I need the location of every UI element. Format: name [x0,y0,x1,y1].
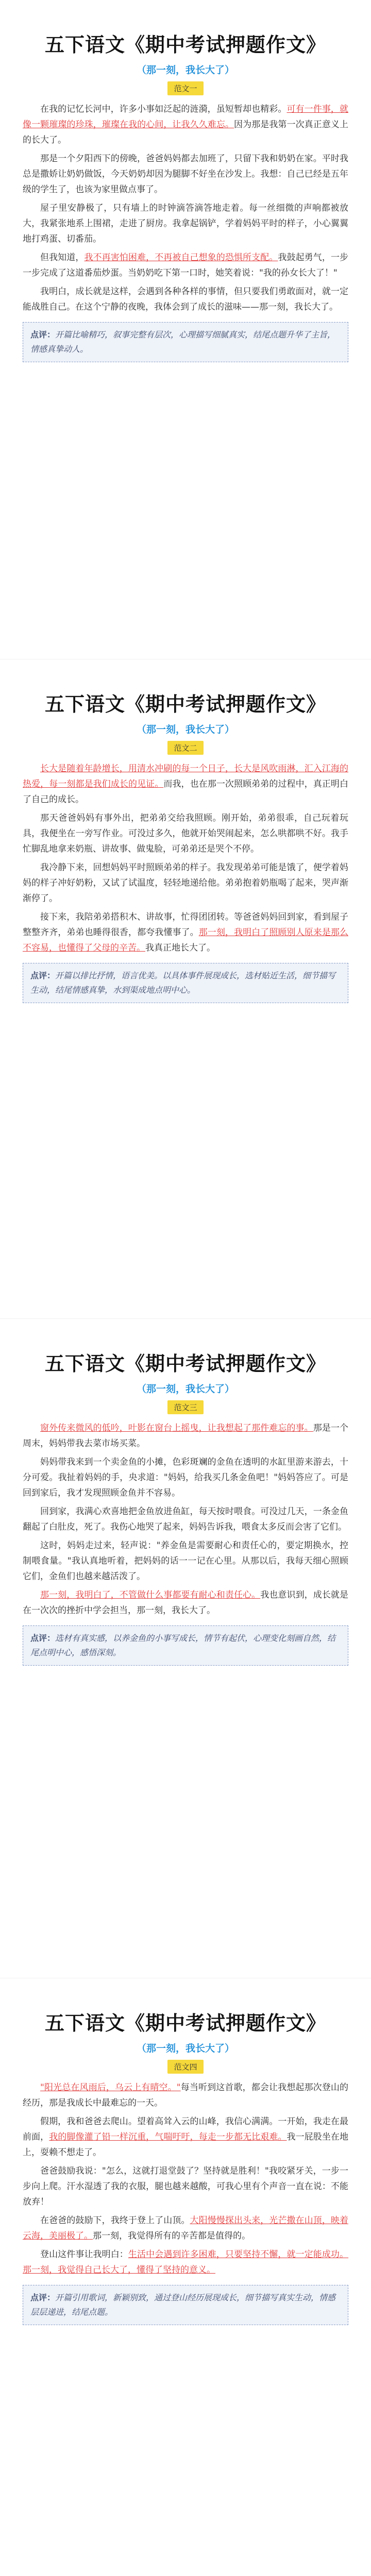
essay-topic: （那一刻，我长大了） [136,724,234,735]
essay-section [0,1978,371,2576]
highlighted-sentence: 窗外传来微风的低吟，叶影在窗台上摇曳，让我想起了那件难忘的事。 [40,1423,313,1433]
essay-section [0,659,371,1319]
paragraph-text: 这时，妈妈走过来，轻声说："养金鱼是需要耐心和责任心的，要定期换水，控制喂食量。" [23,1540,348,1566]
comment-box [23,963,348,1003]
essay-paragraph [23,2080,348,2111]
paragraph-text: 爸爸鼓励我说："怎么，这就打退堂鼓了？坚持就是胜利！"我咬紧牙关，一步一步向上爬。 [23,2166,348,2192]
paragraph-text: 假期，我和爸爸去爬山。望着高耸入云的山峰，我信心满满。一开始，我走在最前面， [23,2116,348,2142]
comment-label: 点评： [30,330,56,340]
essay-paragraph [23,284,348,315]
essay-paragraph [23,200,348,247]
highlighted-sentence: 我的脚像灌了铅一样沉重，气喘吁吁，每走一步都无比艰难。 [49,2132,287,2142]
paragraph-text: 我一屁股坐在地上，耍赖不想走了。 [23,2132,348,2158]
essay-paragraph [23,101,348,148]
essay-paragraph [23,860,348,906]
paragraph-text: 那是一个周末，妈妈带我去菜市场买菜。 [23,1423,348,1449]
essay-paragraph [23,1420,348,1451]
paragraph-text: 回到家，我满心欢喜地把金鱼放进鱼缸，每天按时喂食。可没过几天，一条金鱼翻起了白肚皮，死了。我伤心地哭了起来， [23,1506,348,1532]
comment-box [23,1625,348,1666]
highlighted-sentence: 大阳慢慢探出头来，光芒撒在山顶，映着云海，美丽极了。 [23,2215,348,2241]
essay-body [23,1420,348,1618]
paragraph-text: 我鼓起勇气，一步一步完成了这道番茄炒蛋。当奶奶吃下第一口时，她笑着说："我的孙女长大了！" [23,252,349,278]
essay-number-badge: 范文三 [167,1400,203,1414]
paragraph-text: 每当听到这首歌，都会让我想起那次登山的经历，那是我成长中最难忘的一天。 [23,2082,349,2108]
paragraph-text: 我真正地长大了。 [145,943,215,953]
essay-paragraph [23,810,348,857]
comment-text: 开篇比喻精巧，叙事完整有层次，心理描写细腻真实，结尾点题升华了主旨，情感真挚动人。 [30,330,336,354]
highlighted-sentence: 生活中会遇到许多困难，只要坚持不懈，就一定能成功。那一刻，我觉得自己长大了，懂得了坚持的意义。 [23,2249,349,2275]
comment-text: 选材有真实感，以养金鱼的小事写成长，情节有起伏，心理变化刻画自然，结尾点明中心，感悟深刻。 [30,1633,336,1657]
essay-paragraph [23,1587,348,1618]
paragraph-text: 妈妈带我来到一个卖金鱼的小摊，色彩斑斓的金鱼在透明的水缸里游来游去，十分可爱。我扯着妈妈的手，央求道："妈妈，给我买几条金鱼吧！"妈妈答应了。 [23,1457,348,1483]
comment-label: 点评： [30,2293,56,2302]
page-title: 五下语文《期中考试押题作文》 [44,1353,326,1375]
paragraph-text: 弟弟抱着奶瓶喝了起来，哭声渐渐停了。 [23,878,349,904]
paragraph-text: 走进了厨房。我拿起锅铲，学着妈妈平时的样子，小心翼翼地打鸡蛋、切番茄。 [23,218,349,244]
paragraph-text: 那一刻，我觉得所有的辛苦都是值得的。 [93,2231,250,2241]
highlighted-sentence: "阳光总在风雨后，乌云上有晴空。" [40,2082,181,2093]
comment-box [23,2285,348,2325]
essay-paragraph [23,761,348,807]
paragraph-text: 那一刻，我长大了。 [259,302,338,312]
essay-paragraph [23,250,348,281]
paragraph-text: 我也意识到，成长就是在一次次的挫折中学会担当，那一刻，我长大了。 [23,1590,349,1616]
paragraph-text: 我明白，成长就是这样，会遇到各种各样的事情，但只要我们勇敢面对，就一定能战胜自己。在这个宁静的夜晚，我体会到了成长的滋味—— [23,286,348,312]
essay-body [23,761,348,956]
essay-number-badge: 范文二 [167,741,203,755]
paragraph-text: 妈妈告诉我，喂食太多反而会害了它们。 [189,1522,347,1532]
essay-paragraph [23,1454,348,1501]
essay-paragraph [23,2213,348,2244]
essay-topic: （那一刻，我长大了） [136,2043,234,2054]
highlighted-sentence: 那一刻，我明白了，不管做什么事都要有耐心和责任心。 [40,1590,261,1600]
essay-number-badge: 范文四 [167,2060,203,2074]
paragraph-text: 我冷静下来，回想妈妈平时照顾弟弟的样子。我发现弟弟可能是饿了，便学着妈妈的样子冲好奶粉，又试了试温度，轻轻地递给他。 [23,862,348,888]
paragraph-text: 而我，也在那一次照顾弟弟的过程中，真正明白了自己的成长。 [23,779,349,805]
comment-text: 开篇以排比抒情，语言优美。以具体事件展现成长，选材贴近生活，细节描写生动，结尾情感真挚，水到渠成地点明中心。 [30,971,336,995]
essay-topic: （那一刻，我长大了） [136,64,234,76]
essay-body [23,101,348,315]
essay-paragraph [23,2163,348,2210]
essay-body [23,2080,348,2278]
essay-paragraph [23,909,348,956]
paragraph-text: 因为那是我第一次真正意义上的长大了。 [23,120,348,145]
paragraph-text: 但我知道， [40,252,85,263]
essay-paragraph [23,2247,348,2278]
paragraph-text: 我认真地听着，把妈妈的话一一记在心里。从那以后，我每天细心照顾它们，金鱼们也越来越活泼了。 [23,1556,348,1582]
essay-section [0,1319,371,1978]
paragraph-text: 屋子里安静极了，只有墙上的时钟滴答滴答地走着。每一丝细微的声响都被放大，我紧张地系上围裙， [23,203,348,229]
page-title: 五下语文《期中考试押题作文》 [44,2013,326,2035]
highlighted-sentence: 我不再害怕困难，不再被自己想象的恐惧所支配。 [84,252,278,263]
essay-topic: （那一刻，我长大了） [136,1383,234,1395]
comment-label: 点评： [30,971,56,980]
paragraph-text: 在我的记忆长河中，许多小事如泛起的涟漪，虽短暂却也精彩。 [40,104,287,114]
comment-label: 点评： [30,1633,56,1643]
essay-section [0,0,371,659]
essay-paragraph [23,2114,348,2160]
highlighted-sentence: 长大是随着年龄增长，用清水冲刷的每一个日子，长大是风吹雨淋，汇入江海的热爱，每一刻都是我们成长的见证。 [23,764,348,789]
page-title: 五下语文《期中考试押题作文》 [44,35,326,56]
comment-text: 开篇引用歌词，新颖别致，通过登山经历展现成长，细节描写真实生动，情感层层递进，结尾点题。 [30,2293,336,2317]
paragraph-text: 在爸爸的鼓励下，我终于登上了山顶。 [40,2215,190,2226]
paragraph-text: 那是一个夕阳西下的傍晚，爸爸妈妈都去加班了，只留下我和奶奶在家。平时我总是撒娇让奶奶做饭，今天奶奶却因为腿脚不好坐在沙发上。 [23,154,348,179]
highlighted-sentence: 可有一件事，就像一颗璀璨的珍珠，璀璨在我的心间，让我久久难忘。 [23,104,349,130]
paragraph-text: 那天爸爸妈妈有事外出，把弟弟交给我照顾。刚开始，弟弟很乖，自己玩着玩具，我便坐在一旁写作业。可没过多久，他就开始哭闹起来，怎么哄都哄不好。 [23,813,348,839]
paragraph-text: 我想：自己已经是五年级的学生了，也该为家里做点事了。 [23,169,348,195]
comment-box [23,322,348,362]
page-title: 五下语文《期中考试押题作文》 [44,694,326,716]
paragraph-text: 接下来，我陪弟弟搭积木、讲故事，忙得团团转。等爸爸妈妈回到家，看到屋子整整齐齐，弟弟也睡得很香，都夸我懂事了。 [23,912,348,938]
paragraph-text: 登山这件事让我明白： [40,2249,128,2260]
essay-number-badge: 范文一 [167,81,203,95]
paragraph-text: 可是回到家后，我才发现照顾金鱼并不容易。 [23,1472,349,1498]
highlighted-sentence: 那一刻，我明白了照顾别人原来是那么不容易，也懂得了父母的辛苦。 [23,927,349,953]
paragraph-text: 汗水湿透了我的衣服，腿也越来越酸，可我心里有个声音一直在说：不能放弃！ [23,2181,349,2207]
essay-paragraph [23,1538,348,1584]
essay-paragraph [23,1504,348,1535]
paragraph-text: 我手忙脚乱地拿来奶瓶、讲故事、做鬼脸，可弟弟还是哭个不停。 [23,828,349,854]
essay-paragraph [23,151,348,197]
